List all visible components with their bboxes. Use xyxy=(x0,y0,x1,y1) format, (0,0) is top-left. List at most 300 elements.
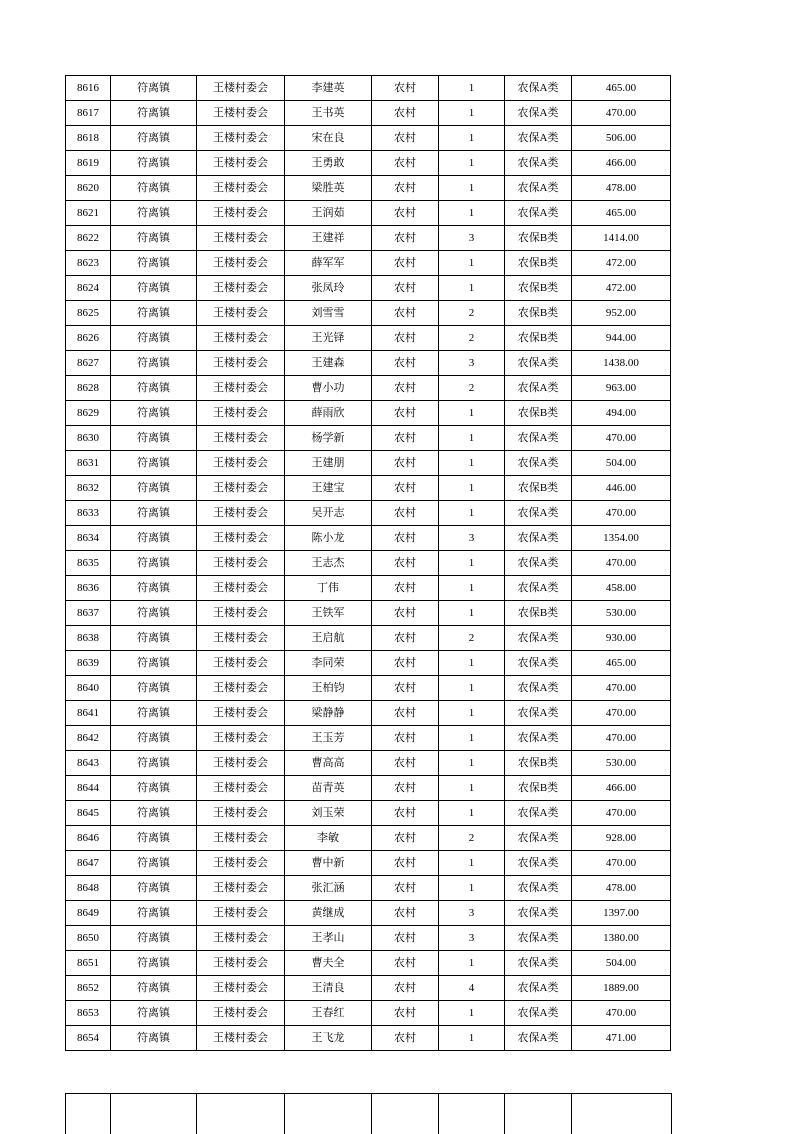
table-row xyxy=(66,651,671,676)
table-row xyxy=(66,676,671,701)
table-row xyxy=(66,426,671,451)
table-body xyxy=(66,76,671,1051)
table-row xyxy=(66,926,671,951)
table-cell: 王楼村委会 xyxy=(197,1001,285,1026)
table-cell: 王楼村委会 xyxy=(197,301,285,326)
table-row xyxy=(66,251,671,276)
table-cell: 8617 xyxy=(66,101,111,126)
table-cell: 王楼村委会 xyxy=(197,626,285,651)
table-cell: 470.00 xyxy=(572,501,671,526)
table-cell: 王楼村委会 xyxy=(197,1026,285,1051)
table-row xyxy=(66,101,671,126)
table-cell: 470.00 xyxy=(572,1001,671,1026)
table-cell: 8624 xyxy=(66,276,111,301)
table-cell: 农保A类 xyxy=(505,901,572,926)
table-cell: 农保A类 xyxy=(505,701,572,726)
table-cell: 1 xyxy=(439,501,505,526)
table-cell: 符离镇 xyxy=(111,676,197,701)
table-cell: 农保A类 xyxy=(505,801,572,826)
table-cell: 符离镇 xyxy=(111,1026,197,1051)
table-cell: 8641 xyxy=(66,701,111,726)
partial-cell xyxy=(66,1094,111,1134)
table-cell: 王楼村委会 xyxy=(197,751,285,776)
table-cell: 3 xyxy=(439,901,505,926)
table-cell: 农保A类 xyxy=(505,426,572,451)
table-cell: 8636 xyxy=(66,576,111,601)
table-cell: 930.00 xyxy=(572,626,671,651)
table-cell: 农保B类 xyxy=(505,301,572,326)
table-cell: 农保A类 xyxy=(505,676,572,701)
table-cell: 王玉芳 xyxy=(285,726,372,751)
table-cell: 农村 xyxy=(372,451,439,476)
table-cell: 王楼村委会 xyxy=(197,851,285,876)
table-cell: 农村 xyxy=(372,676,439,701)
table-cell: 农保A类 xyxy=(505,926,572,951)
table-cell: 农村 xyxy=(372,476,439,501)
table-cell: 472.00 xyxy=(572,251,671,276)
table-cell: 农保A类 xyxy=(505,351,572,376)
table-cell: 928.00 xyxy=(572,826,671,851)
table-cell: 王建朋 xyxy=(285,451,372,476)
table-cell: 农村 xyxy=(372,376,439,401)
partial-cell xyxy=(197,1094,285,1134)
table-cell: 470.00 xyxy=(572,426,671,451)
table-cell: 8646 xyxy=(66,826,111,851)
table-cell: 1 xyxy=(439,951,505,976)
table-cell: 符离镇 xyxy=(111,176,197,201)
table-cell: 王楼村委会 xyxy=(197,326,285,351)
table-cell: 符离镇 xyxy=(111,76,197,101)
table-cell: 8652 xyxy=(66,976,111,1001)
table-row xyxy=(66,226,671,251)
table-cell: 符离镇 xyxy=(111,151,197,176)
table-cell: 1 xyxy=(439,276,505,301)
table-cell: 农村 xyxy=(372,701,439,726)
table-cell: 农保A类 xyxy=(505,451,572,476)
table-cell: 农村 xyxy=(372,901,439,926)
table-cell: 王楼村委会 xyxy=(197,451,285,476)
table-cell: 王楼村委会 xyxy=(197,576,285,601)
table-cell: 王楼村委会 xyxy=(197,876,285,901)
table-cell: 446.00 xyxy=(572,476,671,501)
table-cell: 符离镇 xyxy=(111,701,197,726)
table-cell: 符离镇 xyxy=(111,976,197,1001)
table-cell: 1 xyxy=(439,851,505,876)
table-cell: 王书英 xyxy=(285,101,372,126)
table-cell: 符离镇 xyxy=(111,951,197,976)
table-cell: 3 xyxy=(439,926,505,951)
table-cell: 张汇涵 xyxy=(285,876,372,901)
partial-cell xyxy=(111,1094,197,1134)
table-cell: 农村 xyxy=(372,501,439,526)
table-cell: 8621 xyxy=(66,201,111,226)
table-cell: 农保A类 xyxy=(505,876,572,901)
table-cell: 1889.00 xyxy=(572,976,671,1001)
table-cell: 1 xyxy=(439,426,505,451)
table-cell: 曹小功 xyxy=(285,376,372,401)
table-cell: 471.00 xyxy=(572,1026,671,1051)
table-cell: 8654 xyxy=(66,1026,111,1051)
partial-cell xyxy=(572,1094,671,1134)
table-cell: 符离镇 xyxy=(111,251,197,276)
table-cell: 1354.00 xyxy=(572,526,671,551)
table-cell: 王楼村委会 xyxy=(197,351,285,376)
table-row xyxy=(66,151,671,176)
table-cell: 944.00 xyxy=(572,326,671,351)
table-cell: 农村 xyxy=(372,551,439,576)
table-cell: 符离镇 xyxy=(111,926,197,951)
table-cell: 530.00 xyxy=(572,601,671,626)
table-cell: 470.00 xyxy=(572,676,671,701)
table-cell: 苗青英 xyxy=(285,776,372,801)
table-cell: 王楼村委会 xyxy=(197,801,285,826)
table-cell: 8628 xyxy=(66,376,111,401)
table-cell: 农保A类 xyxy=(505,651,572,676)
table-cell: 符离镇 xyxy=(111,301,197,326)
table-row xyxy=(66,176,671,201)
table-cell: 470.00 xyxy=(572,701,671,726)
table-cell: 符离镇 xyxy=(111,626,197,651)
table-cell: 王飞龙 xyxy=(285,1026,372,1051)
partial-cell xyxy=(285,1094,372,1134)
table-cell: 1 xyxy=(439,751,505,776)
table-cell: 8618 xyxy=(66,126,111,151)
table-cell: 符离镇 xyxy=(111,651,197,676)
table-cell: 符离镇 xyxy=(111,226,197,251)
table-row xyxy=(66,601,671,626)
table-cell: 刘玉荣 xyxy=(285,801,372,826)
table-cell: 符离镇 xyxy=(111,776,197,801)
table-cell: 农村 xyxy=(372,276,439,301)
table-cell: 王启航 xyxy=(285,626,372,651)
table-row xyxy=(66,851,671,876)
table-cell: 王楼村委会 xyxy=(197,151,285,176)
table-cell: 符离镇 xyxy=(111,526,197,551)
table-row xyxy=(66,276,671,301)
table-cell: 农保A类 xyxy=(505,851,572,876)
table-cell: 王楼村委会 xyxy=(197,601,285,626)
table-cell: 8622 xyxy=(66,226,111,251)
table-cell: 农村 xyxy=(372,251,439,276)
table-cell: 王楼村委会 xyxy=(197,726,285,751)
table-row xyxy=(66,326,671,351)
table-cell: 符离镇 xyxy=(111,501,197,526)
table-cell: 2 xyxy=(439,626,505,651)
table-cell: 丁伟 xyxy=(285,576,372,601)
table-cell: 农保A类 xyxy=(505,1001,572,1026)
table-cell: 符离镇 xyxy=(111,401,197,426)
table-cell: 符离镇 xyxy=(111,601,197,626)
table-cell: 符离镇 xyxy=(111,201,197,226)
table-row xyxy=(66,201,671,226)
table-cell: 3 xyxy=(439,351,505,376)
table-cell: 农保B类 xyxy=(505,601,572,626)
table-cell: 王楼村委会 xyxy=(197,276,285,301)
table-cell: 农保A类 xyxy=(505,376,572,401)
table-cell: 466.00 xyxy=(572,151,671,176)
table-cell: 薛雨欣 xyxy=(285,401,372,426)
table-cell: 504.00 xyxy=(572,451,671,476)
table-cell: 王楼村委会 xyxy=(197,926,285,951)
table-cell: 1 xyxy=(439,126,505,151)
table-cell: 农村 xyxy=(372,301,439,326)
table-cell: 王建祥 xyxy=(285,226,372,251)
table-cell: 1 xyxy=(439,726,505,751)
table-cell: 2 xyxy=(439,326,505,351)
table-cell: 黄继成 xyxy=(285,901,372,926)
table-cell: 8616 xyxy=(66,76,111,101)
table-cell: 农村 xyxy=(372,151,439,176)
table-cell: 农村 xyxy=(372,601,439,626)
table-cell: 农保B类 xyxy=(505,401,572,426)
table-cell: 8651 xyxy=(66,951,111,976)
table-cell: 农村 xyxy=(372,1001,439,1026)
table-row xyxy=(66,776,671,801)
table-cell: 1 xyxy=(439,776,505,801)
table-cell: 农保A类 xyxy=(505,951,572,976)
table-cell: 符离镇 xyxy=(111,126,197,151)
table-cell: 农保B类 xyxy=(505,776,572,801)
table-cell: 曹高高 xyxy=(285,751,372,776)
table-cell: 530.00 xyxy=(572,751,671,776)
table-cell: 8626 xyxy=(66,326,111,351)
table-cell: 农村 xyxy=(372,976,439,1001)
table-cell: 农村 xyxy=(372,1026,439,1051)
table-cell: 符离镇 xyxy=(111,751,197,776)
table-cell: 农保A类 xyxy=(505,526,572,551)
table-cell: 王勇敢 xyxy=(285,151,372,176)
table-cell: 王楼村委会 xyxy=(197,251,285,276)
table-cell: 符离镇 xyxy=(111,876,197,901)
table-cell: 符离镇 xyxy=(111,101,197,126)
table-cell: 8650 xyxy=(66,926,111,951)
table-cell: 农村 xyxy=(372,201,439,226)
table-cell: 梁胜英 xyxy=(285,176,372,201)
table-cell: 农保A类 xyxy=(505,176,572,201)
benefits-table xyxy=(65,75,671,1051)
table-cell: 农村 xyxy=(372,576,439,601)
table-cell: 8645 xyxy=(66,801,111,826)
table-row xyxy=(66,901,671,926)
table-cell: 符离镇 xyxy=(111,326,197,351)
table-cell: 8634 xyxy=(66,526,111,551)
table-cell: 曹中新 xyxy=(285,851,372,876)
table-cell: 农村 xyxy=(372,951,439,976)
table-cell: 458.00 xyxy=(572,576,671,601)
table-row xyxy=(66,726,671,751)
table-cell: 8623 xyxy=(66,251,111,276)
table-cell: 8631 xyxy=(66,451,111,476)
table-cell: 3 xyxy=(439,226,505,251)
table-cell: 8638 xyxy=(66,626,111,651)
table-cell: 农保B类 xyxy=(505,751,572,776)
table-row xyxy=(66,301,671,326)
table-cell: 1414.00 xyxy=(572,226,671,251)
table-cell: 农村 xyxy=(372,776,439,801)
table-cell: 1 xyxy=(439,676,505,701)
table-cell: 符离镇 xyxy=(111,826,197,851)
table-cell: 农村 xyxy=(372,351,439,376)
table-cell: 张凤玲 xyxy=(285,276,372,301)
table-cell: 王楼村委会 xyxy=(197,76,285,101)
table-cell: 农保A类 xyxy=(505,126,572,151)
table-cell: 符离镇 xyxy=(111,801,197,826)
table-cell: 1 xyxy=(439,601,505,626)
table-cell: 农保A类 xyxy=(505,726,572,751)
table-cell: 1 xyxy=(439,76,505,101)
table-row xyxy=(66,801,671,826)
table-cell: 8640 xyxy=(66,676,111,701)
table-cell: 符离镇 xyxy=(111,426,197,451)
table-cell: 1 xyxy=(439,551,505,576)
table-cell: 8637 xyxy=(66,601,111,626)
partial-next-row xyxy=(65,1093,672,1134)
table-row xyxy=(66,751,671,776)
table-row xyxy=(66,576,671,601)
table-row xyxy=(66,1001,671,1026)
table-cell: 农村 xyxy=(372,726,439,751)
table-cell: 农保A类 xyxy=(505,201,572,226)
table-cell: 农村 xyxy=(372,626,439,651)
table-cell: 符离镇 xyxy=(111,726,197,751)
table-cell: 李敏 xyxy=(285,826,372,851)
table-cell: 农村 xyxy=(372,76,439,101)
table-cell: 符离镇 xyxy=(111,551,197,576)
table-cell: 王楼村委会 xyxy=(197,501,285,526)
table-row xyxy=(66,501,671,526)
table-cell: 8620 xyxy=(66,176,111,201)
table-cell: 1397.00 xyxy=(572,901,671,926)
table-cell: 曹夫全 xyxy=(285,951,372,976)
table-cell: 1 xyxy=(439,451,505,476)
table-cell: 农村 xyxy=(372,876,439,901)
table-cell: 8627 xyxy=(66,351,111,376)
table-cell: 8619 xyxy=(66,151,111,176)
table-cell: 王楼村委会 xyxy=(197,201,285,226)
table-cell: 王楼村委会 xyxy=(197,826,285,851)
table-cell: 470.00 xyxy=(572,101,671,126)
table-row xyxy=(66,351,671,376)
table-cell: 963.00 xyxy=(572,376,671,401)
table-row xyxy=(66,551,671,576)
table-cell: 农保A类 xyxy=(505,151,572,176)
table-cell: 农保B类 xyxy=(505,476,572,501)
table-cell: 农保A类 xyxy=(505,576,572,601)
table-cell: 1 xyxy=(439,576,505,601)
table-cell: 符离镇 xyxy=(111,901,197,926)
table-row xyxy=(66,476,671,501)
table-cell: 8625 xyxy=(66,301,111,326)
table-cell: 472.00 xyxy=(572,276,671,301)
table-cell: 农村 xyxy=(372,401,439,426)
table-cell: 1 xyxy=(439,151,505,176)
table-cell: 农保B类 xyxy=(505,251,572,276)
table-cell: 陈小龙 xyxy=(285,526,372,551)
table-cell: 刘雪雪 xyxy=(285,301,372,326)
table-row xyxy=(66,376,671,401)
table-row xyxy=(66,126,671,151)
table-cell: 952.00 xyxy=(572,301,671,326)
table-cell: 王楼村委会 xyxy=(197,951,285,976)
table-row xyxy=(66,526,671,551)
table-cell: 农保B类 xyxy=(505,326,572,351)
table-cell: 王光铎 xyxy=(285,326,372,351)
table-cell: 符离镇 xyxy=(111,351,197,376)
table-cell: 农村 xyxy=(372,176,439,201)
table-cell: 1 xyxy=(439,801,505,826)
table-cell: 杨学新 xyxy=(285,426,372,451)
table-row xyxy=(66,76,671,101)
table-cell: 王楼村委会 xyxy=(197,676,285,701)
table-cell: 王楼村委会 xyxy=(197,776,285,801)
table-cell: 农村 xyxy=(372,826,439,851)
table-cell: 吴开志 xyxy=(285,501,372,526)
table-cell: 8649 xyxy=(66,901,111,926)
table-cell: 2 xyxy=(439,826,505,851)
table-row xyxy=(66,976,671,1001)
table-cell: 农村 xyxy=(372,226,439,251)
table-cell: 农保A类 xyxy=(505,551,572,576)
table-cell: 宋在良 xyxy=(285,126,372,151)
table-cell: 2 xyxy=(439,376,505,401)
table-cell: 王清良 xyxy=(285,976,372,1001)
table-cell: 符离镇 xyxy=(111,276,197,301)
table-cell: 农村 xyxy=(372,101,439,126)
table-cell: 农村 xyxy=(372,126,439,151)
table-cell: 王楼村委会 xyxy=(197,226,285,251)
table-cell: 李建英 xyxy=(285,76,372,101)
partial-cell xyxy=(372,1094,439,1134)
table-cell: 1 xyxy=(439,1026,505,1051)
table-cell: 农村 xyxy=(372,326,439,351)
table-row xyxy=(66,451,671,476)
table-cell: 农保A类 xyxy=(505,826,572,851)
table-cell: 王楼村委会 xyxy=(197,401,285,426)
table-cell: 农保A类 xyxy=(505,626,572,651)
table-cell: 王楼村委会 xyxy=(197,701,285,726)
table-cell: 8643 xyxy=(66,751,111,776)
table-cell: 李同荣 xyxy=(285,651,372,676)
table-cell: 8635 xyxy=(66,551,111,576)
table-cell: 470.00 xyxy=(572,726,671,751)
table-row xyxy=(66,951,671,976)
table-cell: 农村 xyxy=(372,651,439,676)
table-cell: 1380.00 xyxy=(572,926,671,951)
table-cell: 1 xyxy=(439,176,505,201)
table-cell: 8633 xyxy=(66,501,111,526)
table-cell: 王建宝 xyxy=(285,476,372,501)
table-cell: 王志杰 xyxy=(285,551,372,576)
table-cell: 农保A类 xyxy=(505,1026,572,1051)
table-cell: 506.00 xyxy=(572,126,671,151)
table-cell: 农村 xyxy=(372,751,439,776)
table-cell: 符离镇 xyxy=(111,851,197,876)
table-cell: 农村 xyxy=(372,426,439,451)
partial-cell xyxy=(505,1094,572,1134)
table-cell: 8632 xyxy=(66,476,111,501)
table-cell: 王楼村委会 xyxy=(197,101,285,126)
table-cell: 465.00 xyxy=(572,76,671,101)
table-cell: 王楼村委会 xyxy=(197,551,285,576)
table-cell: 农保A类 xyxy=(505,501,572,526)
table-cell: 王建森 xyxy=(285,351,372,376)
table-row xyxy=(66,876,671,901)
table-cell: 王楼村委会 xyxy=(197,476,285,501)
table-cell: 1 xyxy=(439,251,505,276)
table-row xyxy=(66,826,671,851)
table-cell: 8653 xyxy=(66,1001,111,1026)
table-cell: 8647 xyxy=(66,851,111,876)
